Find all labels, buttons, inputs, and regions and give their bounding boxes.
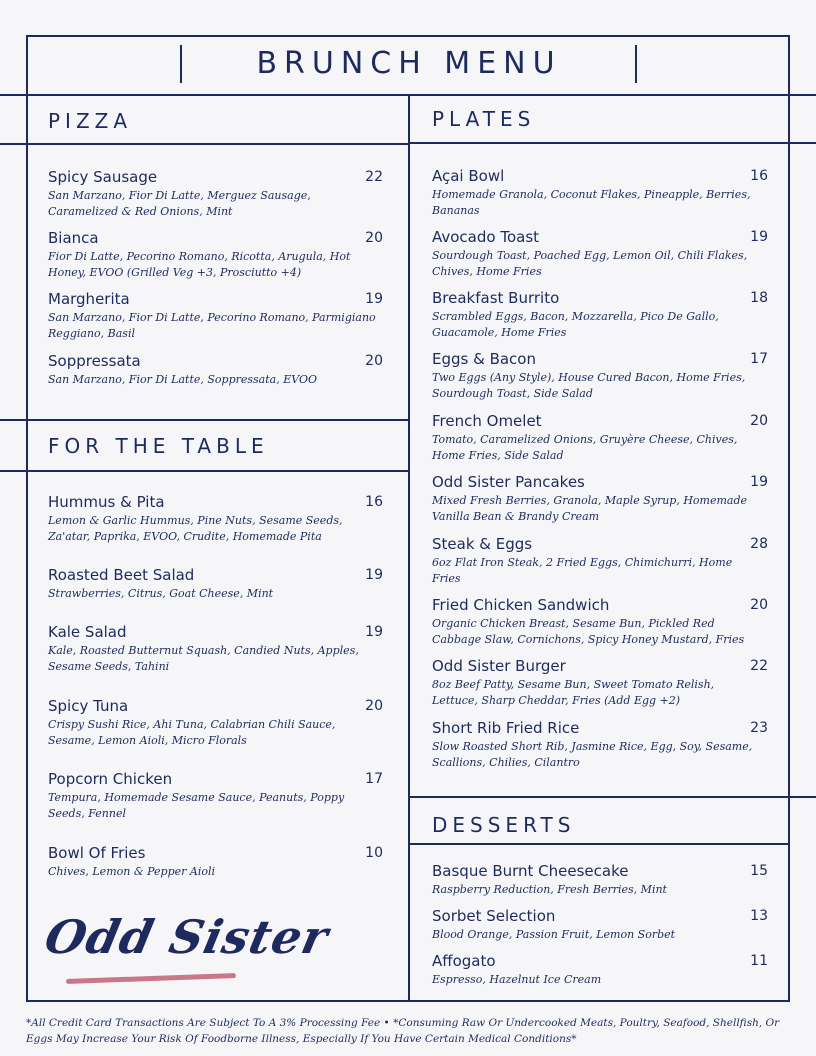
item-name: Popcorn Chicken <box>48 770 173 788</box>
item-name: Bianca <box>48 229 99 247</box>
item-name: Eggs & Bacon <box>432 350 536 368</box>
divider-table-top <box>0 419 409 421</box>
item-price: 20 <box>750 413 768 429</box>
menu-item <box>48 844 383 880</box>
item-price: 18 <box>750 290 768 306</box>
menu-item <box>432 535 768 587</box>
item-name: Odd Sister Pancakes <box>432 473 585 491</box>
item-description: Sourdough Toast, Poached Egg, Lemon Oil, Chili Flakes, Chives, Home Fries <box>432 249 748 278</box>
menu-item <box>48 493 383 545</box>
item-name: Roasted Beet Salad <box>48 566 195 584</box>
section-title-desserts: DESSERTS <box>432 813 576 837</box>
item-description: Chives, Lemon & Pepper Aioli <box>48 865 216 878</box>
item-price: 19 <box>750 474 768 490</box>
item-name: Steak & Eggs <box>432 535 533 553</box>
menu-item <box>432 289 768 341</box>
menu-item <box>432 952 768 988</box>
item-price: 23 <box>750 720 768 736</box>
item-price: 17 <box>750 351 768 367</box>
item-price: 19 <box>750 229 768 245</box>
item-price: 11 <box>750 953 768 969</box>
odd-sister-logo: Odd Sister <box>40 910 334 964</box>
item-description: Slow Roasted Short Rib, Jasmine Rice, Egg, Soy, Sesame, Scallions, Chilies, Cilantro <box>432 740 753 769</box>
item-description: Fior Di Latte, Pecorino Romano, Ricotta, Arugula, Hot Honey, EVOO (Grilled Veg +3, Prosciutto +4) <box>48 250 351 279</box>
menu-item <box>48 352 383 388</box>
item-name: Margherita <box>48 290 130 308</box>
section-title-pizza: PIZZA <box>48 109 133 133</box>
menu-item <box>432 907 768 943</box>
item-description: Blood Orange, Passion Fruit, Lemon Sorbet <box>432 928 676 941</box>
menu-item <box>432 862 768 898</box>
item-name: Sorbet Selection <box>432 907 556 925</box>
menu-item <box>48 168 383 220</box>
item-description: Homemade Granola, Coconut Flakes, Pineapple, Berries, Bananas <box>432 188 751 217</box>
item-price: 22 <box>365 169 383 185</box>
divider-pizza-left <box>0 143 409 145</box>
menu-item <box>48 566 383 602</box>
item-name: Spicy Tuna <box>48 697 129 715</box>
section-title-plates: PLATES <box>432 107 536 131</box>
menu-title: BRUNCH MENU <box>256 46 562 81</box>
item-description: Mixed Fresh Berries, Granola, Maple Syrup, Homemade Vanilla Bean & Brandy Cream <box>432 494 748 523</box>
item-price: 10 <box>365 845 383 861</box>
item-description: Tempura, Homemade Sesame Sauce, Peanuts, Poppy Seeds, Fennel <box>48 791 345 820</box>
item-name: Hummus & Pita <box>48 493 165 511</box>
item-description: 6oz Flat Iron Steak, 2 Fried Eggs, Chimichurri, Home Fries <box>432 556 733 585</box>
item-description: San Marzano, Fior Di Latte, Pecorino Romano, Parmigiano Reggiano, Basil <box>48 311 376 340</box>
menu-item <box>48 770 383 822</box>
divider-plates <box>409 142 816 144</box>
item-description: 8oz Beef Patty, Sesame Bun, Sweet Tomato Relish, Lettuce, Sharp Cheddar, Fries (Add Egg +2) <box>432 678 715 707</box>
menu-item <box>48 697 383 749</box>
item-name: Bowl Of Fries <box>48 844 146 862</box>
item-name: Odd Sister Burger <box>432 657 566 675</box>
menu-item <box>432 228 768 280</box>
item-price: 16 <box>365 494 383 510</box>
menu-item <box>432 350 768 402</box>
divider-table-bottom <box>0 470 409 472</box>
item-price: 20 <box>365 230 383 246</box>
item-description: Tomato, Caramelized Onions, Gruyère Cheese, Chives, Home Fries, Side Salad <box>432 433 738 462</box>
column-divider <box>408 94 410 1002</box>
menu-item <box>432 657 768 709</box>
footer-disclaimer: *All Credit Card Transactions Are Subject To A 3% Processing Fee • *Consuming Raw Or Undercooked Meats, Poultry, Seafood, Shellfish, Or Eggs May Increase Your Risk Of Foodborne Illness, Especially If You Have Certain Medical Conditions* <box>26 1017 780 1045</box>
menu-item <box>432 473 768 525</box>
item-name: Avocado Toast <box>432 228 540 246</box>
menu-item <box>432 167 768 219</box>
item-price: 19 <box>365 291 383 307</box>
item-price: 17 <box>365 771 383 787</box>
item-price: 20 <box>365 353 383 369</box>
item-name: Kale Salad <box>48 623 127 641</box>
divider-desserts-bottom <box>409 843 790 845</box>
menu-item <box>48 229 383 281</box>
item-name: Fried Chicken Sandwich <box>432 596 610 614</box>
item-name: Short Rib Fried Rice <box>432 719 580 737</box>
item-name: Soppressata <box>48 352 141 370</box>
item-name: Açai Bowl <box>432 167 505 185</box>
menu-item <box>48 290 383 342</box>
item-price: 13 <box>750 908 768 924</box>
item-description: Strawberries, Citrus, Goat Cheese, Mint <box>48 587 274 600</box>
item-description: Organic Chicken Breast, Sesame Bun, Pickled Red Cabbage Slaw, Cornichons, Spicy Honey Mustard, Fries <box>432 617 745 646</box>
item-price: 19 <box>365 624 383 640</box>
menu-item <box>432 412 768 464</box>
item-description: Two Eggs (Any Style), House Cured Bacon, Home Fries, Sourdough Toast, Side Salad <box>432 371 746 400</box>
item-description: Espresso, Hazelnut Ice Cream <box>432 973 602 986</box>
divider-desserts-top <box>409 796 816 798</box>
item-name: Basque Burnt Cheesecake <box>432 862 629 880</box>
menu-item <box>432 596 768 648</box>
item-description: San Marzano, Fior Di Latte, Merguez Sausage, Caramelized & Red Onions, Mint <box>48 189 311 218</box>
item-description: San Marzano, Fior Di Latte, Soppressata, EVOO <box>48 373 318 386</box>
item-description: Scrambled Eggs, Bacon, Mozzarella, Pico De Gallo, Guacamole, Home Fries <box>432 310 719 339</box>
item-description: Crispy Sushi Rice, Ahi Tuna, Calabrian Chili Sauce, Sesame, Lemon Aioli, Micro Florals <box>48 718 336 747</box>
item-price: 22 <box>750 658 768 674</box>
menu-item <box>48 623 383 675</box>
menu-item <box>432 719 768 771</box>
item-price: 28 <box>750 536 768 552</box>
item-price: 15 <box>750 863 768 879</box>
item-name: Breakfast Burrito <box>432 289 560 307</box>
item-name: French Omelet <box>432 412 542 430</box>
item-price: 19 <box>365 567 383 583</box>
item-name: Affogato <box>432 952 496 970</box>
item-name: Spicy Sausage <box>48 168 158 186</box>
item-price: 20 <box>365 698 383 714</box>
section-title-table: FOR THE TABLE <box>48 434 269 458</box>
item-description: Kale, Roasted Butternut Squash, Candied Nuts, Apples, Sesame Seeds, Tahini <box>48 644 359 673</box>
item-price: 20 <box>750 597 768 613</box>
item-description: Raspberry Reduction, Fresh Berries, Mint <box>432 883 667 896</box>
item-price: 16 <box>750 168 768 184</box>
item-description: Lemon & Garlic Hummus, Pine Nuts, Sesame Seeds, Za'atar, Paprika, EVOO, Crudite, Homemade Pita <box>48 514 343 543</box>
